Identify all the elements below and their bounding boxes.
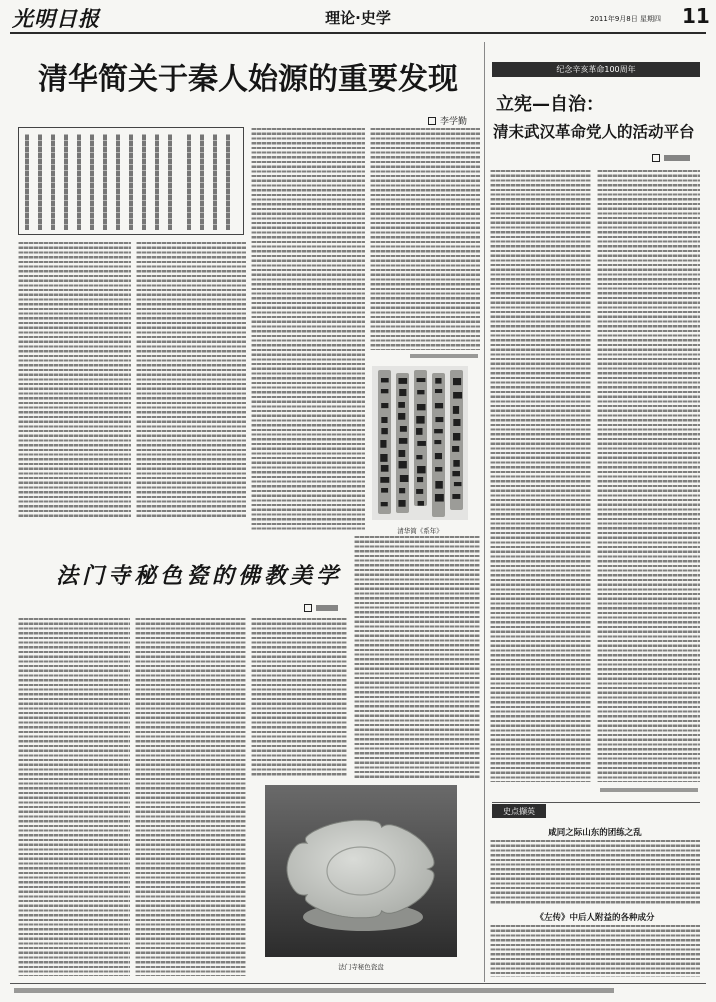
- ink-character: [452, 471, 460, 476]
- ink-character: [381, 502, 388, 506]
- ink-character: [418, 501, 424, 506]
- ink-character: [435, 481, 442, 489]
- ink-character: [400, 426, 407, 432]
- ink-character: [435, 417, 443, 422]
- ink-character: [381, 465, 389, 472]
- ink-character: [453, 392, 462, 399]
- ink-character: [417, 441, 426, 446]
- article-body-text: [251, 618, 347, 778]
- article-body-text: [18, 618, 130, 976]
- article-headline: 法门寺秘色瓷的佛教美学: [56, 563, 343, 589]
- vertical-text-columns: [25, 134, 175, 230]
- brief-body-text: [490, 925, 700, 977]
- slip-transcription-box: [18, 127, 244, 235]
- footer-rule: [10, 983, 706, 984]
- ink-character: [434, 429, 443, 433]
- ink-character: [435, 494, 444, 502]
- ink-character: [435, 389, 442, 393]
- article-headline-line2: 清末武汉革命党人的活动平台: [493, 123, 695, 141]
- author-name-illegible: [664, 155, 690, 161]
- ink-character: [434, 440, 441, 444]
- article-body-text: [370, 128, 480, 350]
- byline-marker: [652, 154, 660, 162]
- ink-character: [453, 419, 460, 426]
- ink-character: [381, 428, 387, 434]
- section-rule: [492, 802, 700, 803]
- ink-character: [381, 403, 388, 408]
- column-divider: [484, 42, 485, 982]
- brief-headline: 《左传》中后人附益的各种成分: [535, 913, 655, 923]
- ink-character: [453, 433, 460, 441]
- ink-character: [417, 404, 426, 410]
- footer-info-illegible: [14, 988, 614, 993]
- article-body-text: [251, 128, 365, 530]
- vertical-text-columns: [187, 134, 239, 230]
- author-byline: [304, 604, 338, 612]
- byline-marker: [428, 117, 436, 125]
- ink-character: [416, 489, 423, 494]
- bamboo-slips-image: [372, 366, 468, 520]
- ink-character: [380, 454, 387, 462]
- ink-character: [435, 403, 443, 408]
- ink-character: [417, 466, 425, 473]
- ink-character: [398, 413, 405, 420]
- ink-character: [399, 450, 406, 457]
- ink-character: [381, 488, 388, 493]
- article-body-text: [597, 170, 700, 782]
- ink-character: [399, 461, 407, 468]
- author-name-illegible: [316, 605, 338, 611]
- author-affiliation-note: [600, 788, 698, 792]
- ink-character: [400, 475, 409, 482]
- author-name: 李学勤: [440, 117, 468, 127]
- ink-character: [416, 455, 422, 459]
- article-body-text: [135, 618, 246, 976]
- ink-character: [454, 482, 462, 486]
- ink-character: [417, 378, 426, 382]
- ink-character: [398, 402, 405, 408]
- ink-character: [435, 453, 442, 459]
- ink-character: [381, 417, 387, 423]
- ink-character: [416, 416, 424, 424]
- ink-character: [398, 378, 407, 384]
- ink-character: [417, 477, 423, 482]
- newspaper-logo: 光明日报: [12, 6, 100, 31]
- series-banner: 纪念辛亥革命100周年: [492, 62, 700, 77]
- ink-character: [399, 438, 408, 444]
- section-title: 理论·史学: [325, 9, 391, 27]
- ink-character: [398, 500, 405, 507]
- ink-character: [399, 488, 405, 493]
- page-number: 11: [682, 4, 710, 28]
- byline-marker: [304, 604, 312, 612]
- issue-date: 2011年9月8日 星期四: [590, 15, 661, 23]
- ink-character: [435, 378, 441, 384]
- ink-character: [381, 389, 389, 393]
- brief-headline: 咸同之际山东的团练之乱: [548, 828, 642, 838]
- ink-character: [453, 460, 459, 467]
- figure-caption: 清华简《系年》: [397, 527, 443, 535]
- ink-character: [399, 389, 406, 396]
- article-body-text: [136, 242, 246, 518]
- ink-character: [381, 378, 389, 382]
- figure-caption: 法门寺秘色瓷盘: [338, 963, 384, 971]
- article-body-text: [18, 242, 131, 518]
- ink-character: [380, 477, 389, 483]
- author-affiliation-note: [410, 354, 478, 358]
- ink-character: [453, 406, 459, 414]
- ink-character: [452, 446, 459, 452]
- column-banner: 史点撷英: [492, 804, 546, 818]
- article-headline-line1: 立宪—自治：: [496, 94, 604, 115]
- ink-character: [453, 378, 461, 385]
- brief-body-text: [490, 840, 700, 904]
- author-byline: [652, 154, 690, 162]
- article-headline: 清华简关于秦人始源的重要发现: [38, 62, 458, 97]
- article-body-text: [354, 536, 480, 778]
- ink-character: [435, 467, 442, 471]
- ink-character: [417, 390, 424, 394]
- masthead-rule: [10, 32, 706, 34]
- author-byline: [428, 114, 467, 127]
- article-body-text: [490, 170, 591, 782]
- plate-rim: [287, 820, 434, 918]
- porcelain-plate-image: [265, 785, 457, 957]
- ink-character: [380, 440, 386, 448]
- ink-character: [452, 494, 460, 499]
- ink-character: [416, 428, 422, 435]
